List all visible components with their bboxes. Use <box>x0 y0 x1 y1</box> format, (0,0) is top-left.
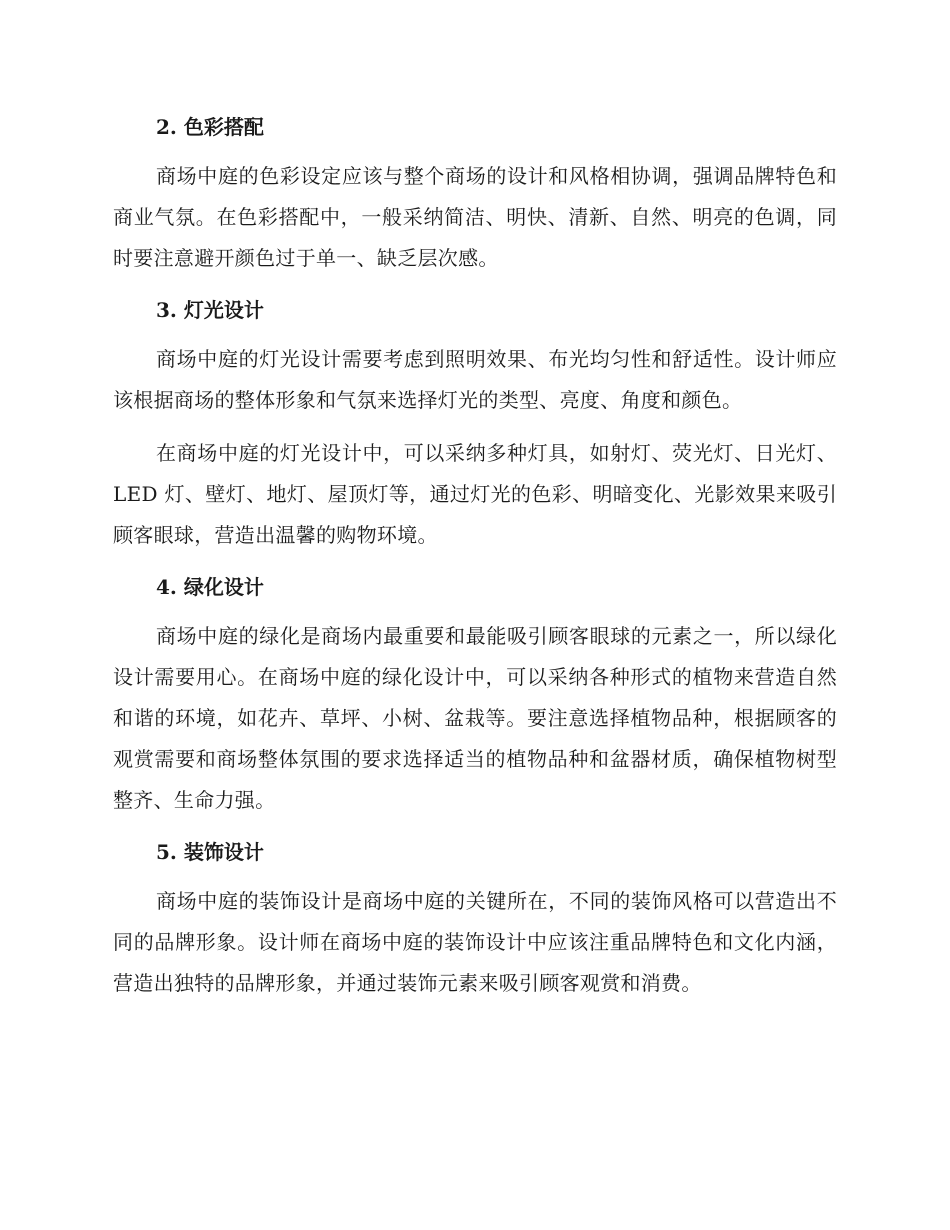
paragraph: 商场中庭的灯光设计需要考虑到照明效果、布光均匀性和舒适性。设计师应该根据商场的整体形象和气氛来选择灯光的类型、亮度、角度和颜色。 <box>113 347 837 412</box>
section-greenery <box>113 568 837 821</box>
section-color <box>113 108 837 279</box>
paragraph: 商场中庭的绿化是商场内最重要和最能吸引顾客眼球的元素之一，所以绿化设计需要用心。在商场中庭的绿化设计中，可以采纳各种形式的植物来营造自然和谐的环境，如花卉、草坪、小树、盆栽等。要注意选择植物品种，根据顾客的观赏需要和商场整体氛围的要求选择适当的植物品种和盆器材质，确保植物树型整齐、生命力强。 <box>113 624 837 812</box>
document-body <box>113 108 837 1016</box>
section-heading: 3. 灯光设计 <box>156 298 264 322</box>
paragraph: 在商场中庭的灯光设计中，可以采纳多种灯具，如射灯、荧光灯、日光灯、LED 灯、壁灯、地灯、屋顶灯等，通过灯光的色彩、明暗变化、光影效果来吸引顾客眼球，营造出温馨的购物环境。 <box>113 441 837 547</box>
section-heading: 4. 绿化设计 <box>156 575 264 599</box>
section-lighting <box>113 291 837 556</box>
paragraph: 商场中庭的装饰设计是商场中庭的关键所在，不同的装饰风格可以营造出不同的品牌形象。设计师在商场中庭的装饰设计中应该注重品牌特色和文化内涵，营造出独特的品牌形象，并通过装饰元素来吸引顾客观赏和消费。 <box>113 889 837 995</box>
paragraph: 商场中庭的色彩设定应该与整个商场的设计和风格相协调，强调品牌特色和商业气氛。在色彩搭配中，一般采纳简洁、明快、清新、自然、明亮的色调，同时要注意避开颜色过于单一、缺乏层次感。 <box>113 164 837 270</box>
section-decoration <box>113 833 837 1004</box>
section-heading: 2. 色彩搭配 <box>156 115 264 139</box>
section-heading: 5. 装饰设计 <box>156 840 264 864</box>
